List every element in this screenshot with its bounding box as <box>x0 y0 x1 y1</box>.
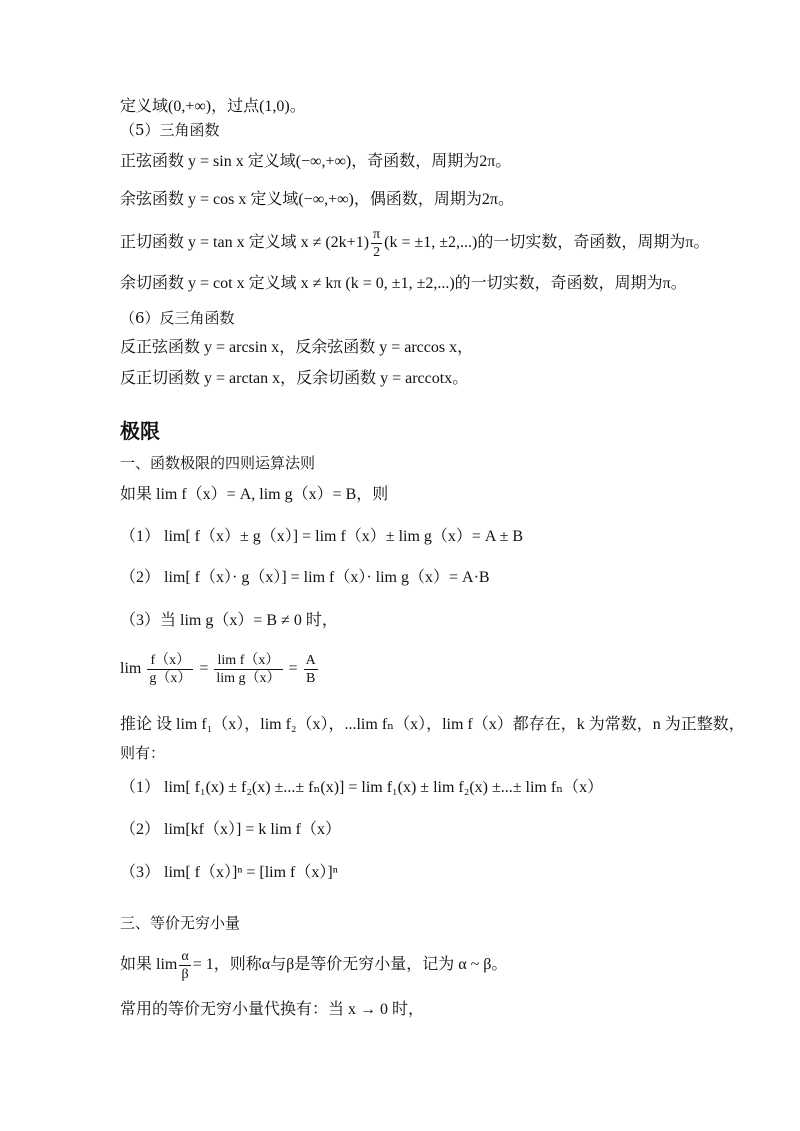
corollary-constant-rule: （2） lim[kf（x）] = k lim f（x） <box>120 821 342 838</box>
corollary-sum-rule: （1） lim[ f₁(x) ± f₂(x) ±...± fₙ(x)] = lim f₁(x) ± lim f₂(x) ±...± lim fₙ（x） <box>120 779 604 796</box>
tangent-text-a: 正切函数 y = tan x 定义域 x ≠ (2k+1) <box>120 234 370 252</box>
rule-sum: （1） lim[ f（x）± g（x）] = lim f（x）± lim g（x）= A ± B <box>120 528 524 545</box>
corollary-power-rule: （3） lim[ f（x）]ⁿ = [lim f（x）]ⁿ <box>120 864 338 881</box>
fraction-numerator: lim f（x） <box>214 652 282 670</box>
rule-quotient-condition: （3）当 lim g（x）= B ≠ 0 时， <box>120 612 338 629</box>
fraction-numerator: f（x） <box>147 652 193 670</box>
fraction-denominator: β <box>181 967 189 982</box>
equals-sign: = <box>199 660 209 678</box>
corollary-then: 则有： <box>120 744 166 762</box>
fraction-numerator: A <box>305 653 316 668</box>
lim-operator: lim <box>120 660 142 678</box>
arctan-arccot-line: 反正切函数 y = arctan x，反余切函数 y = arccotx。 <box>120 370 469 387</box>
limit-assumption: 如果 lim f（x）= A, lim g（x）= B，则 <box>120 486 389 503</box>
section-equivalent-infinitesimals-title: 三、等价无穷小量 <box>120 914 241 932</box>
section-inverse-trig-title: （6）反三角函数 <box>120 309 235 327</box>
fraction-alpha-over-beta <box>179 948 190 983</box>
section-trig-title: （5）三角函数 <box>120 121 220 139</box>
limits-heading: 极限 <box>120 419 160 443</box>
equivalent-text-a: 如果 lim <box>120 956 178 974</box>
rule-product: （2） lim[ f（x）· g（x）] = lim f（x）· lim g（x）= A·B <box>120 569 490 586</box>
fraction-f-over-g <box>147 652 193 687</box>
fraction-numerator: π <box>373 227 381 242</box>
corollary-line: 推论 设 lim f₁（x），lim f₂（x），...lim fₙ（x），lim f（x）都存在，k 为常数，n 为正整数， <box>120 716 745 733</box>
section-limit-rules-title: 一、函数极限的四则运算法则 <box>120 454 316 472</box>
tangent-text-b: (k = ±1, ±2,...)的一切实数，奇函数，周期为π。 <box>384 234 710 252</box>
cosine-definition: 余弦函数 y = cos x 定义域(−∞,+∞)，偶函数，周期为2π。 <box>120 191 514 208</box>
pi-over-2-fraction <box>371 226 382 261</box>
cotangent-definition: 余切函数 y = cot x 定义域 x ≠ kπ (k = 0, ±1, ±2,...)的一切实数，奇函数，周期为π。 <box>120 275 687 292</box>
quotient-formula <box>120 652 320 687</box>
tangent-definition <box>120 226 709 261</box>
fraction-denominator: g（x） <box>149 671 192 686</box>
common-substitutions-line: 常用的等价无穷小量代换有：当 x → 0 时， <box>120 1001 425 1018</box>
fraction-limf-over-limg <box>214 652 282 687</box>
fraction-denominator: B <box>305 671 316 686</box>
equivalent-text-b: = 1，则称α与β是等价无穷小量，记为 α ~ β。 <box>192 956 508 974</box>
sine-definition: 正弦函数 y = sin x 定义域(−∞,+∞)，奇函数，周期为2π。 <box>120 153 512 170</box>
domain-line-log: 定义域(0,+∞)，过点(1,0)。 <box>120 98 306 115</box>
fraction-numerator: α <box>181 949 189 964</box>
arcsin-arccos-line: 反正弦函数 y = arcsin x，反余弦函数 y = arccos x， <box>120 339 474 356</box>
fraction-denominator: 2 <box>373 245 381 260</box>
fraction-a-over-b <box>304 652 318 687</box>
fraction-denominator: lim g（x） <box>216 671 281 686</box>
equals-sign: = <box>288 660 298 678</box>
equivalent-definition <box>120 948 507 983</box>
